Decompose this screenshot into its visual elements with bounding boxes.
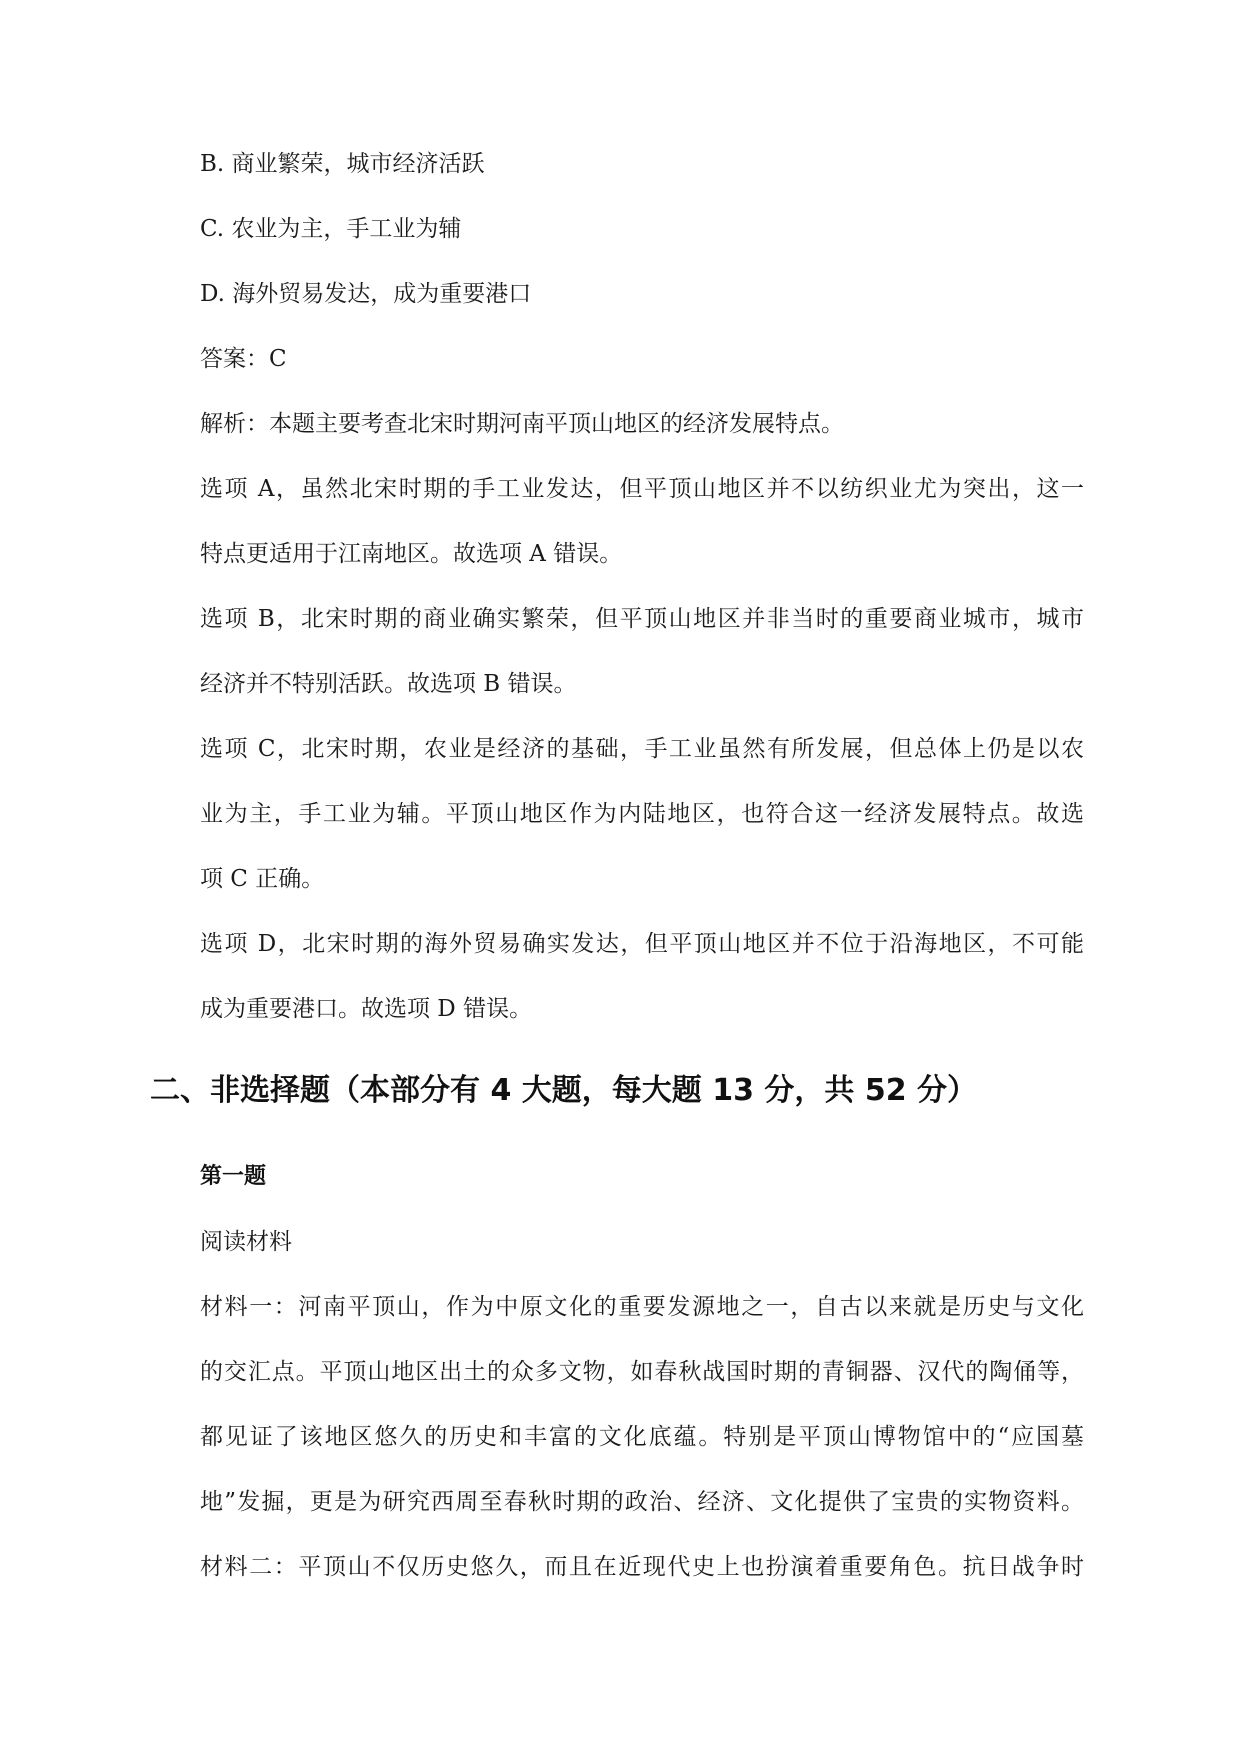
analysis-option-b-line: 经济并不特别活跃。故选项 B 错误。 (200, 671, 577, 697)
material-two-line: 材料二：平顶山不仅历史悠久，而且在近现代史上也扮演着重要角色。抗日战争时 (200, 1554, 1084, 1580)
analysis-option-a-line: 特点更适用于江南地区。故选项 A 错误。 (200, 541, 623, 567)
analysis-option-a-line: 选项 A，虽然北宋时期的手工业发达，但平顶山地区并不以纺织业尤为突出，这一 (200, 476, 1084, 502)
question-one-title: 第一题 (200, 1164, 267, 1189)
analysis-intro: 解析：本题主要考查北宋时期河南平顶山地区的经济发展特点。 (200, 411, 844, 437)
analysis-option-b-line: 选项 B，北宋时期的商业确实繁荣，但平顶山地区并非当时的重要商业城市，城市 (200, 606, 1084, 632)
analysis-option-d-line: 选项 D，北宋时期的海外贸易确实发达，但平顶山地区并不位于沿海地区，不可能 (200, 931, 1084, 957)
material-one-line: 地”发掘，更是为研究西周至春秋时期的政治、经济、文化提供了宝贵的实物资料。 (200, 1489, 1084, 1515)
material-one-line: 的交汇点。平顶山地区出土的众多文物，如春秋战国时期的青铜器、汉代的陶俑等， (200, 1359, 1084, 1385)
option-c: C. 农业为主，手工业为辅 (200, 216, 462, 242)
section-two-heading: 二、非选择题（本部分有 4 大题，每大题 13 分，共 52 分） (150, 1073, 978, 1108)
read-material-label: 阅读材料 (200, 1229, 292, 1255)
option-d: D. 海外贸易发达，成为重要港口 (200, 281, 532, 307)
analysis-option-c-line: 选项 C，北宋时期，农业是经济的基础，手工业虽然有所发展，但总体上仍是以农 (200, 736, 1084, 762)
option-b: B. 商业繁荣，城市经济活跃 (200, 151, 485, 177)
analysis-option-c-line: 业为主，手工业为辅。平顶山地区作为内陆地区，也符合这一经济发展特点。故选 (200, 801, 1084, 827)
analysis-option-c-line: 项 C 正确。 (200, 866, 325, 892)
material-one-line: 都见证了该地区悠久的历史和丰富的文化底蕴。特别是平顶山博物馆中的“应国墓 (200, 1424, 1084, 1450)
material-one-line: 材料一：河南平顶山，作为中原文化的重要发源地之一，自古以来就是历史与文化 (200, 1294, 1084, 1320)
answer: 答案：C (200, 346, 287, 372)
analysis-option-d-line: 成为重要港口。故选项 D 错误。 (200, 996, 533, 1022)
